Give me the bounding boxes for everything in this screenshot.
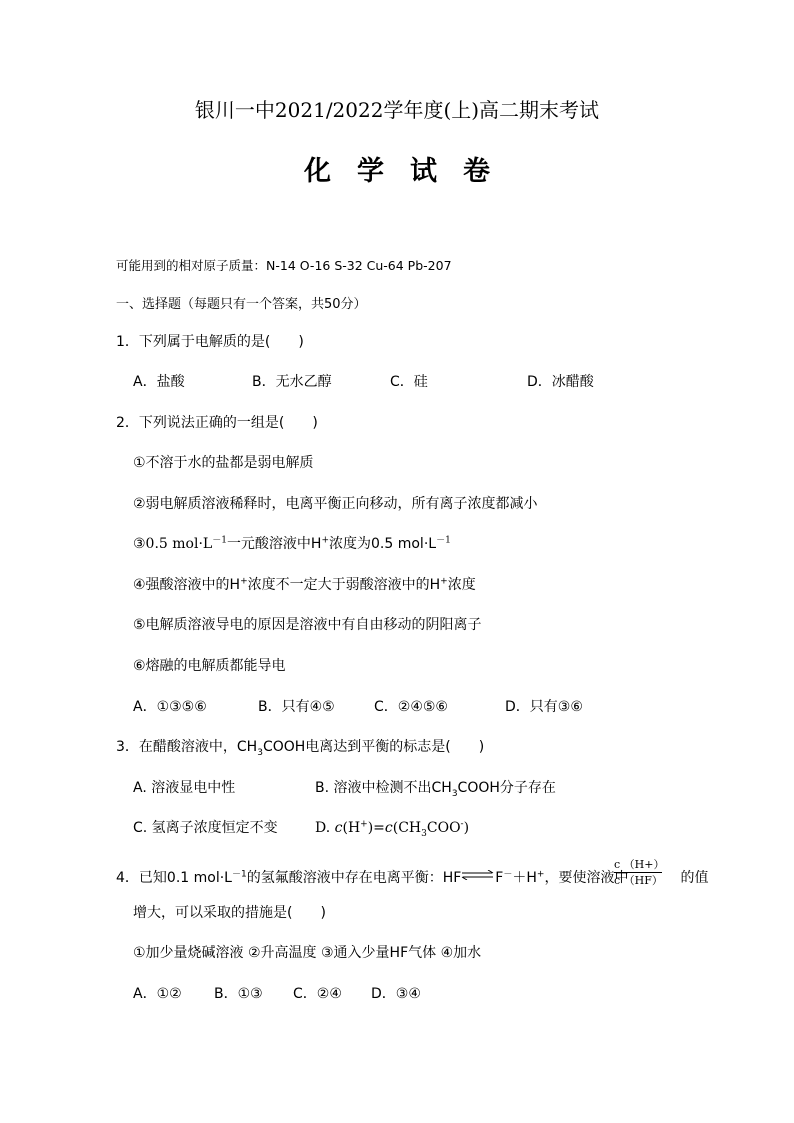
q2-statement-4: ④强酸溶液中的H+浓度不一定大于弱酸溶液中的H+浓度 xyxy=(133,576,476,593)
q2-statement-5: ⑤电解质溶液导电的原因是溶液中有自由移动的阴阳离子 xyxy=(133,617,482,633)
q1-option-d: D．冰醋酸 xyxy=(527,374,594,390)
q4-stem-line2: 增大，可以采取的措施是( ) xyxy=(133,905,326,921)
q2-statement-1: ①不溶于水的盐都是弱电解质 xyxy=(133,455,314,471)
q2-stem: 2．下列说法正确的一组是( ) xyxy=(116,415,318,431)
q1-option-c: C．硅 xyxy=(390,374,428,390)
q2-statement-6: ⑥熔融的电解质都能导电 xyxy=(133,658,286,674)
q4-stem-line1: 4．已知0.1 $mol\cdot L^{-1}$的氢氟酸溶液中存在电离平衡：HF F－＋H+，要使溶液中 的值 xyxy=(116,868,708,888)
q3-stem: 3．在醋酸溶液中，$CH_3COOH$电离达到平衡的标志是( ) xyxy=(116,739,485,758)
q2-statement-3: ③0.5 $mol\cdot L^{-1}$一元酸溶液中H+浓度为0.5 $mol\cdot L^{-1}$ xyxy=(133,535,451,552)
q4-measures: ①加少量烧碱溶液 ②升高温度 ③通入少量HF气体 ④加水 xyxy=(133,945,482,961)
q1-option-a: A．盐酸 xyxy=(133,374,185,390)
q3-option-d: D. $c(H^+)=c(CH_3COO^-)$ xyxy=(315,819,470,839)
q2-option-b: B．只有④⑤ xyxy=(258,699,335,715)
section-title: 一、选择题（每题只有一个答案，共50分） xyxy=(116,297,367,312)
q2-option-a: A．①③⑤⑥ xyxy=(133,699,207,715)
q3-option-a: A. 溶液显电中性 xyxy=(133,780,236,796)
q4-option-a: A．①② xyxy=(133,986,182,1002)
exam-header-school: 银川一中2021/2022学年度(上)高二期末考试 xyxy=(194,98,600,122)
q2-option-d: D．只有③⑥ xyxy=(505,699,583,715)
atomic-masses: 可能用到的相对原子质量：N-14 O-16 S-32 Cu-64 Pb-207 xyxy=(116,258,452,273)
q4-option-b: B．①③ xyxy=(214,986,263,1002)
q3-option-b: B. 溶液中检测不出$CH_3COOH$分子存在 xyxy=(315,780,556,799)
q4-option-c: C．②④ xyxy=(293,986,342,1002)
q3-option-c: C. 氢离子浓度恒定不变 xyxy=(133,820,278,836)
q2-option-c: C．②④⑤⑥ xyxy=(374,699,448,715)
q4-concentration-ratio: $\frac{c (H+)}{c (HF)}$ xyxy=(614,858,665,887)
exam-subject-title: 化学试卷 xyxy=(304,156,516,187)
q1-option-b: B．无水乙醇 xyxy=(252,374,332,390)
q1-stem: 1．下列属于电解质的是( ) xyxy=(116,334,304,350)
q2-statement-2: ②弱电解质溶液稀释时，电离平衡正向移动，所有离子浓度都减小 xyxy=(133,496,538,512)
equilibrium-arrow-icon xyxy=(461,866,495,886)
q4-option-d: D．③④ xyxy=(371,986,421,1002)
